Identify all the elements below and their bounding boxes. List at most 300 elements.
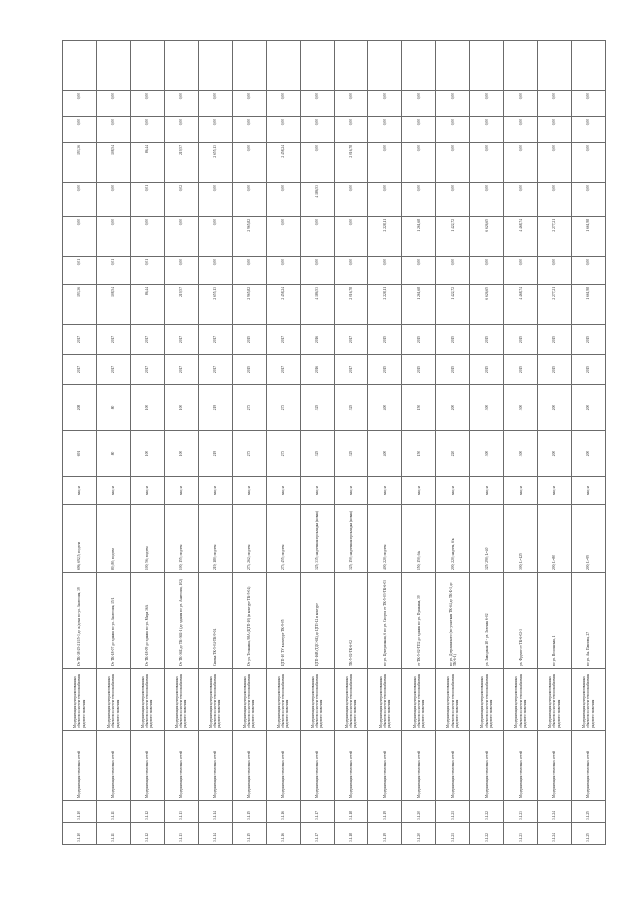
cost-2017-cell: 2 458,24 — [266, 143, 300, 183]
unit-cell: мм; м — [164, 477, 198, 505]
empty-cell — [470, 41, 504, 91]
parameters-cell: 696; 692,5; подзем — [63, 505, 97, 573]
table-row — [266, 41, 300, 845]
cost-2016-cell: 0,00 — [63, 183, 97, 217]
row-number-cell: 3.1.19 — [368, 823, 402, 845]
cost-2014-cell: 0,00 — [436, 257, 470, 285]
cost-2019-cell: 0,00 — [334, 91, 368, 117]
row-code-cell: 3.1.19 — [368, 801, 402, 823]
cost-2014-cell: 0,00 — [504, 257, 538, 285]
location-cell: ЦТП-10 ТУ в контуре ТК-9-05 — [266, 573, 300, 669]
cost-2015-cell: 2 277,21 — [538, 217, 572, 257]
work-name-cell: Модернизация тепловых сетей — [504, 731, 538, 801]
cost-total-cell: 219,57 — [164, 285, 198, 325]
cost-2017-cell: 2 016,78 — [334, 143, 368, 183]
cost-2016-cell: 0,00 — [96, 183, 130, 217]
empty-cell — [334, 41, 368, 91]
work-name-cell: Модернизация тепловых сетей — [232, 731, 266, 801]
parameters-cell: 150; 150; б/к — [402, 505, 436, 573]
year-start-cell: 2017 — [198, 355, 232, 385]
year-start-cell: 2015 — [572, 355, 606, 385]
unit-cell: мм; м — [538, 477, 572, 505]
work-name-cell: Модернизация тепловых сетей — [198, 731, 232, 801]
parameters-cell: 219; 180; подзем — [198, 505, 232, 573]
value-after-cell: 325 — [334, 385, 368, 431]
cost-2014-cell: 0,00 — [368, 257, 402, 285]
cost-2016-cell: 0,00 — [266, 183, 300, 217]
cost-2018-cell: 0,00 — [538, 117, 572, 143]
purpose-cell: Модернизация централизованных объектов и систем теплоснабжения рядового значения — [538, 669, 572, 731]
value-before-cell: 200 — [572, 431, 606, 477]
location-cell: От ул. Тельмана, 98А (ЦТП-10) (в контуре ТК-5-04) — [232, 573, 266, 669]
parameters-cell: 400; 220; подзем — [368, 505, 402, 573]
empty-cell — [198, 41, 232, 91]
year-end-cell: 2015 — [504, 325, 538, 355]
cost-2018-cell: 0,00 — [130, 117, 164, 143]
parameters-cell: 80; 80; подзем — [96, 505, 130, 573]
empty-cell — [402, 41, 436, 91]
purpose-cell: Модернизация централизованных объектов и систем теплоснабжения рядового значения — [130, 669, 164, 731]
row-number-cell: 3.1.23 — [504, 823, 538, 845]
year-end-cell: 2015 — [470, 325, 504, 355]
cost-2018-cell: 0,00 — [232, 117, 266, 143]
cost-2019-cell: 0,00 — [130, 91, 164, 117]
row-number-cell: 3.1.15 — [232, 823, 266, 845]
unit-cell: мм; м — [504, 477, 538, 505]
cost-2018-cell: 0,00 — [198, 117, 232, 143]
cost-2018-cell: 0,00 — [164, 117, 198, 143]
location-cell: ул. Заводская 18 - ул. Зеленая 6-02 — [470, 573, 504, 669]
cost-2017-cell: 0,00 — [402, 143, 436, 183]
row-code-cell: 3.1.10 — [63, 801, 97, 823]
cost-2015-cell: 4 468,74 — [504, 217, 538, 257]
unit-cell: мм; м — [402, 477, 436, 505]
cost-2018-cell: 0,00 — [504, 117, 538, 143]
parameters-cell: 273; 455; подзем — [266, 505, 300, 573]
table-row — [130, 41, 164, 845]
cost-2014-cell: 0,00 — [572, 257, 606, 285]
year-start-cell: 2017 — [164, 355, 198, 385]
year-start-cell: 2015 — [232, 355, 266, 385]
purpose-cell: Модернизация централизованных объектов и систем теплоснабжения рядового значения — [198, 669, 232, 731]
cost-2015-cell: 0,00 — [130, 217, 164, 257]
cost-2016-cell: 0,02 — [164, 183, 198, 217]
cost-2016-cell: 0,00 — [232, 183, 266, 217]
cost-2014-cell: 0,00 — [266, 257, 300, 285]
cost-2015-cell: 0,00 — [300, 217, 334, 257]
value-after-cell: 208 — [63, 385, 97, 431]
cost-2015-cell: 0,00 — [198, 217, 232, 257]
cost-2014-cell: 0,01 — [130, 257, 164, 285]
purpose-cell: Модернизация централизованных объектов и систем теплоснабжения рядового значения — [300, 669, 334, 731]
value-before-cell: 220 — [436, 431, 470, 477]
year-end-cell: 2015 — [538, 325, 572, 355]
parameters-cell: 200; L=80 — [538, 505, 572, 573]
location-cell: по ул. Центральная, 6 по ул. Спорта от ТК-5-03-ТК-6-03 — [368, 573, 402, 669]
value-before-cell: 300 — [470, 431, 504, 477]
cost-2014-cell: 0,01 — [96, 257, 130, 285]
cost-2019-cell: 0,00 — [572, 91, 606, 117]
cost-2019-cell: 0,00 — [470, 91, 504, 117]
value-before-cell: 100 — [164, 431, 198, 477]
row-number-cell: 3.1.11 — [96, 823, 130, 845]
cost-2016-cell: 0,00 — [198, 183, 232, 217]
year-end-cell: 2015 — [572, 325, 606, 355]
cost-2018-cell: 0,00 — [368, 117, 402, 143]
year-end-cell: 2015 — [232, 325, 266, 355]
work-name-cell: Модернизация тепловых сетей — [572, 731, 606, 801]
location-cell: От ТК-18-09 до здания по ул. Мира 36А — [130, 573, 164, 669]
cost-2016-cell: 0,00 — [368, 183, 402, 217]
location-cell: От ТК-38-25-21/15-3 до ж/дома по ул. Анатолия, 39 — [63, 573, 97, 669]
location-cell: от ТК-5-02-ТП2 до здания по ул. Пушкина, 39 — [402, 573, 436, 669]
empty-cell — [164, 41, 198, 91]
table-row — [334, 41, 368, 845]
value-after-cell: 325 — [300, 385, 334, 431]
unit-cell: мм; м — [198, 477, 232, 505]
empty-cell — [300, 41, 334, 91]
year-end-cell: 2017 — [130, 325, 164, 355]
empty-cell — [63, 41, 97, 91]
cost-2015-cell: 1 261,68 — [402, 217, 436, 257]
year-end-cell: 2017 — [164, 325, 198, 355]
purpose-cell: Модернизация централизованных объектов и систем теплоснабжения рядового значения — [96, 669, 130, 731]
row-code-cell: 3.1.18 — [334, 801, 368, 823]
location-cell: по ул. Дзержинского (по участкам ТК-б4 до ТК-Б-1 до ТК-6-1) — [436, 573, 470, 669]
purpose-cell: Модернизация централизованных объектов и систем теплоснабжения рядового значения — [63, 669, 97, 731]
value-after-cell: 200 — [538, 385, 572, 431]
table-body — [63, 41, 606, 845]
cost-2017-cell: 0,00 — [572, 143, 606, 183]
year-start-cell: 2015 — [538, 355, 572, 385]
parameters-cell: 325; 335; надземная прокладка (новая) — [300, 505, 334, 573]
work-name-cell: Модернизация тепловых сетей — [334, 731, 368, 801]
parameters-cell: 325/ 290; L=40 — [470, 505, 504, 573]
cost-2014-cell: 0,00 — [470, 257, 504, 285]
year-start-cell: 2017 — [334, 355, 368, 385]
cost-2015-cell: 0,00 — [334, 217, 368, 257]
cost-2019-cell: 0,00 — [368, 91, 402, 117]
cost-2018-cell: 0,00 — [436, 117, 470, 143]
cost-2016-cell: 0,00 — [402, 183, 436, 217]
table-row — [470, 41, 504, 845]
table-row — [63, 41, 97, 845]
cost-2015-cell: 0,00 — [63, 217, 97, 257]
work-name-cell: Модернизация тепловых сетей — [538, 731, 572, 801]
cost-2019-cell: 0,00 — [96, 91, 130, 117]
unit-cell: мм; м — [300, 477, 334, 505]
unit-cell: мм; м — [334, 477, 368, 505]
work-name-cell: Модернизация тепловых сетей — [63, 731, 97, 801]
year-end-cell: 2016 — [300, 325, 334, 355]
value-after-cell: 100 — [164, 385, 198, 431]
cost-2017-cell: 0,00 — [368, 143, 402, 183]
row-code-cell: 3.1.15 — [232, 801, 266, 823]
cost-total-cell: 2 228,11 — [368, 285, 402, 325]
cost-2019-cell: 0,00 — [504, 91, 538, 117]
cost-2014-cell: 0,00 — [402, 257, 436, 285]
cost-2015-cell: 0,00 — [96, 217, 130, 257]
cost-2017-cell: 0,00 — [504, 143, 538, 183]
cost-2016-cell: 4 186,53 — [300, 183, 334, 217]
cost-2019-cell: 0,00 — [402, 91, 436, 117]
value-after-cell: 400 — [368, 385, 402, 431]
cost-2014-cell: 0,00 — [334, 257, 368, 285]
cost-2018-cell: 0,00 — [470, 117, 504, 143]
value-after-cell: 300 — [504, 385, 538, 431]
purpose-cell: Модернизация централизованных объектов и систем теплоснабжения рядового значения — [572, 669, 606, 731]
cost-2019-cell: 0,00 — [266, 91, 300, 117]
cost-2016-cell: 0,00 — [334, 183, 368, 217]
cost-2015-cell: 1 661,98 — [572, 217, 606, 257]
value-after-cell: 80 — [96, 385, 130, 431]
table-row — [300, 41, 334, 845]
table-row — [402, 41, 436, 845]
table-row — [232, 41, 266, 845]
empty-cell — [266, 41, 300, 91]
table-row — [164, 41, 198, 845]
work-name-cell: Модернизация тепловых сетей — [368, 731, 402, 801]
year-end-cell: 2015 — [368, 325, 402, 355]
cost-2016-cell: 0,00 — [436, 183, 470, 217]
unit-cell: мм; м — [63, 477, 97, 505]
table-row — [538, 41, 572, 845]
empty-cell — [504, 41, 538, 91]
cost-total-cell: 4 186,53 — [300, 285, 334, 325]
row-code-cell: 3.1.22 — [470, 801, 504, 823]
empty-cell — [538, 41, 572, 91]
cost-total-cell: 4 468,74 — [504, 285, 538, 325]
cost-2015-cell: 6 626,65 — [470, 217, 504, 257]
value-after-cell: 300 — [470, 385, 504, 431]
row-number-cell: 3.1.20 — [402, 823, 436, 845]
cost-total-cell: 2 277,21 — [538, 285, 572, 325]
year-start-cell: 2015 — [368, 355, 402, 385]
row-code-cell: 3.1.12 — [130, 801, 164, 823]
year-start-cell: 2015 — [436, 355, 470, 385]
year-start-cell: 2017 — [96, 355, 130, 385]
year-start-cell: 2015 — [402, 355, 436, 385]
value-before-cell: 219 — [198, 431, 232, 477]
cost-total-cell: 1 422,72 — [436, 285, 470, 325]
value-before-cell: 691 — [63, 431, 97, 477]
heat-network-table — [62, 40, 606, 845]
location-cell: Связка ТК-5-04-ТК-9-04 — [198, 573, 232, 669]
row-number-cell: 3.1.14 — [198, 823, 232, 845]
cost-2018-cell: 0,00 — [96, 117, 130, 143]
purpose-cell: Модернизация централизованных объектов и систем теплоснабжения рядового значения — [334, 669, 368, 731]
value-before-cell: 200 — [538, 431, 572, 477]
location-cell: От ТК-18-07 до здания по ул. Анатолия, 15/1 — [96, 573, 130, 669]
parameters-cell: 273; 262; подзем — [232, 505, 266, 573]
row-number-cell: 3.1.24 — [538, 823, 572, 845]
year-end-cell: 2015 — [436, 325, 470, 355]
year-end-cell: 2015 — [402, 325, 436, 355]
cost-2016-cell: 0,00 — [538, 183, 572, 217]
cost-total-cell: 2 016,78 — [334, 285, 368, 325]
work-name-cell: Модернизация тепловых сетей — [402, 731, 436, 801]
cost-total-cell: 193,36 — [63, 285, 97, 325]
cost-2015-cell: 2 228,11 — [368, 217, 402, 257]
cost-2017-cell: 0,00 — [436, 143, 470, 183]
work-name-cell: Модернизация тепловых сетей — [164, 731, 198, 801]
cost-2018-cell: 0,00 — [63, 117, 97, 143]
purpose-cell: Модернизация централизованных объектов и систем теплоснабжения рядового значения — [266, 669, 300, 731]
row-number-cell: 3.1.22 — [470, 823, 504, 845]
value-before-cell: 300 — [504, 431, 538, 477]
cost-total-cell: 108,54 — [96, 285, 130, 325]
work-name-cell: Модернизация тепловых сетей — [470, 731, 504, 801]
cost-total-cell: 86,44 — [130, 285, 164, 325]
unit-cell: мм; м — [232, 477, 266, 505]
table-row — [368, 41, 402, 845]
value-before-cell: 80 — [96, 431, 130, 477]
cost-total-cell: 1 661,98 — [572, 285, 606, 325]
parameters-cell: 200; 220; надзем, б/к — [436, 505, 470, 573]
location-cell: ул. Фрунзе от ТК-6-02-3 — [504, 573, 538, 669]
cost-2019-cell: 0,00 — [63, 91, 97, 117]
cost-2014-cell: 0,00 — [198, 257, 232, 285]
table-row — [436, 41, 470, 845]
cost-2016-cell: 0,00 — [572, 183, 606, 217]
cost-2019-cell: 0,00 — [232, 91, 266, 117]
value-before-cell: 400 — [368, 431, 402, 477]
cost-2014-cell: 0,00 — [232, 257, 266, 285]
row-code-cell: 3.1.16 — [266, 801, 300, 823]
empty-cell — [96, 41, 130, 91]
value-before-cell: 325 — [334, 431, 368, 477]
unit-cell: мм; м — [130, 477, 164, 505]
unit-cell: мм; м — [96, 477, 130, 505]
value-after-cell: 150 — [402, 385, 436, 431]
cost-total-cell: 2 655,13 — [198, 285, 232, 325]
table-row — [96, 41, 130, 845]
row-number-cell: 3.1.12 — [130, 823, 164, 845]
row-number-cell: 3.1.21 — [436, 823, 470, 845]
table-row — [504, 41, 538, 845]
row-number-cell: 3.1.17 — [300, 823, 334, 845]
row-code-cell: 3.1.14 — [198, 801, 232, 823]
cost-2017-cell: 0,00 — [470, 143, 504, 183]
cost-2018-cell: 0,00 — [266, 117, 300, 143]
row-number-cell: 3.1.16 — [266, 823, 300, 845]
row-number-cell: 3.1.25 — [572, 823, 606, 845]
row-code-cell: 3.1.20 — [402, 801, 436, 823]
cost-2017-cell: 193,36 — [63, 143, 97, 183]
cost-2016-cell: 0,00 — [470, 183, 504, 217]
empty-cell — [130, 41, 164, 91]
unit-cell: мм; м — [436, 477, 470, 505]
unit-cell: мм; м — [266, 477, 300, 505]
unit-cell: мм; м — [470, 477, 504, 505]
value-before-cell: 273 — [232, 431, 266, 477]
cost-2018-cell: 0,00 — [334, 117, 368, 143]
cost-2015-cell: 1 422,72 — [436, 217, 470, 257]
row-number-cell: 3.1.18 — [334, 823, 368, 845]
table-row — [572, 41, 606, 845]
value-before-cell: 100 — [130, 431, 164, 477]
cost-2014-cell: 0,00 — [300, 257, 334, 285]
cost-2017-cell: 0,00 — [232, 143, 266, 183]
cost-2018-cell: 0,00 — [572, 117, 606, 143]
work-name-cell: Модернизация тепловых сетей — [436, 731, 470, 801]
cost-total-cell: 2 965,82 — [232, 285, 266, 325]
location-cell: по ул. Волошская, 1 — [538, 573, 572, 669]
location-cell: по ул. Ак. Павлова, 27 — [572, 573, 606, 669]
unit-cell: мм; м — [572, 477, 606, 505]
purpose-cell: Модернизация централизованных объектов и систем теплоснабжения рядового значения — [232, 669, 266, 731]
year-start-cell: 2017 — [63, 355, 97, 385]
row-number-cell: 3.1.13 — [164, 823, 198, 845]
empty-cell — [572, 41, 606, 91]
row-number-cell: 3.1.10 — [63, 823, 97, 845]
parameters-cell: 325; 150; надземная прокладка (новая) — [334, 505, 368, 573]
empty-cell — [436, 41, 470, 91]
cost-2018-cell: 0,00 — [402, 117, 436, 143]
cost-2014-cell: 0,01 — [63, 257, 97, 285]
cost-2019-cell: 0,00 — [538, 91, 572, 117]
work-name-cell: Модернизация тепловых сетей — [96, 731, 130, 801]
cost-2017-cell: 86,44 — [130, 143, 164, 183]
purpose-cell: Модернизация централизованных объектов и систем теплоснабжения рядового значения — [436, 669, 470, 731]
value-after-cell: 219 — [198, 385, 232, 431]
cost-2014-cell: 0,00 — [538, 257, 572, 285]
year-end-cell: 2017 — [266, 325, 300, 355]
cost-total-cell: 6 626,65 — [470, 285, 504, 325]
cost-2017-cell: 108,54 — [96, 143, 130, 183]
purpose-cell: Модернизация централизованных объектов и систем теплоснабжения рядового значения — [402, 669, 436, 731]
cost-total-cell: 2 458,24 — [266, 285, 300, 325]
cost-2015-cell: 2 965,82 — [232, 217, 266, 257]
year-start-cell: 2015 — [504, 355, 538, 385]
purpose-cell: Модернизация централизованных объектов и систем теплоснабжения рядового значения — [164, 669, 198, 731]
year-start-cell: 2015 — [470, 355, 504, 385]
work-name-cell: Модернизация тепловых сетей — [300, 731, 334, 801]
year-start-cell: 2016 — [300, 355, 334, 385]
cost-2017-cell: 0,00 — [538, 143, 572, 183]
parameters-cell: 200; L=95 — [572, 505, 606, 573]
value-after-cell: 200 — [572, 385, 606, 431]
table-row — [198, 41, 232, 845]
cost-2019-cell: 0,00 — [300, 91, 334, 117]
location-cell: От ТК-36Б до ТК-36Б-1 (до здания по ул. Анатолия, 102) — [164, 573, 198, 669]
purpose-cell: Модернизация централизованных объектов и систем теплоснабжения рядового значения — [504, 669, 538, 731]
parameters-cell: 100; 56; подзем — [130, 505, 164, 573]
cost-2019-cell: 0,00 — [198, 91, 232, 117]
year-end-cell: 2017 — [63, 325, 97, 355]
value-before-cell: 273 — [266, 431, 300, 477]
cost-2014-cell: 0,00 — [164, 257, 198, 285]
location-cell: ТК-5-02-ТК-6-02 — [334, 573, 368, 669]
parameters-cell: 300; L=125 — [504, 505, 538, 573]
value-after-cell: 273 — [266, 385, 300, 431]
empty-cell — [232, 41, 266, 91]
cost-2019-cell: 0,00 — [164, 91, 198, 117]
work-name-cell: Модернизация тепловых сетей — [130, 731, 164, 801]
row-code-cell: 3.1.23 — [504, 801, 538, 823]
year-end-cell: 2017 — [334, 325, 368, 355]
work-name-cell: Модернизация тепловых сетей — [266, 731, 300, 801]
parameters-cell: 100; 155; подзем — [164, 505, 198, 573]
rotated-table-container — [62, 45, 606, 845]
location-cell: ЦТП-16В (ТДС-6Б) до ЦТП-12 в контуре — [300, 573, 334, 669]
cost-2019-cell: 0,00 — [436, 91, 470, 117]
cost-2016-cell: 0,00 — [504, 183, 538, 217]
value-after-cell: 273 — [232, 385, 266, 431]
purpose-cell: Модернизация централизованных объектов и систем теплоснабжения рядового значения — [368, 669, 402, 731]
value-after-cell: 200 — [436, 385, 470, 431]
value-after-cell: 100 — [130, 385, 164, 431]
